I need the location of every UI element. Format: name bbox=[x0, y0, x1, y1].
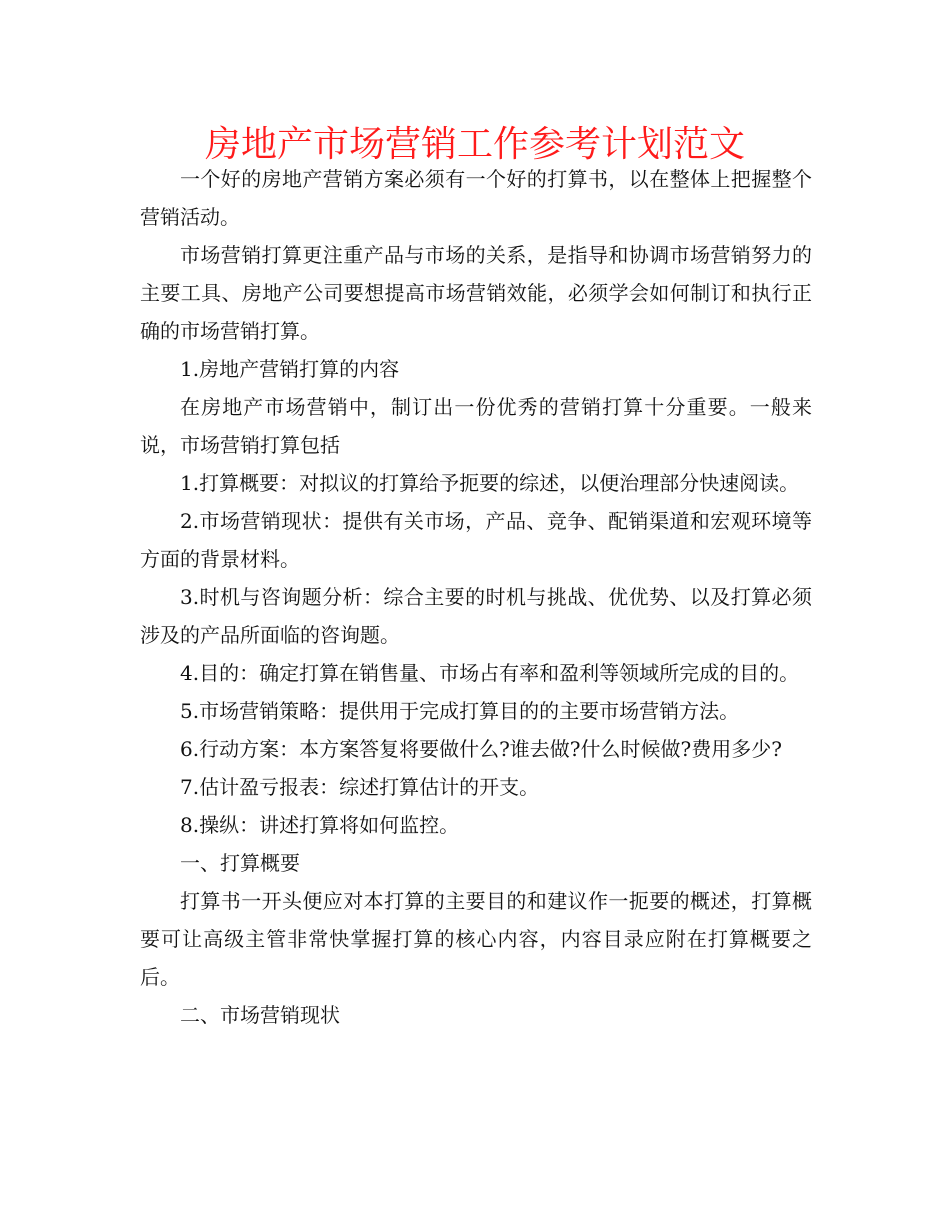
list-item-4: 4.目的：确定打算在销售量、市场占有率和盈利等领域所完成的目的。 bbox=[180, 661, 800, 685]
paragraph-1: 一个好的房地产营销方案必须有一个好的打算书，以在整体上把握整个营销活动。 bbox=[140, 167, 812, 229]
list-item-2: 2.市场营销现状：提供有关市场，产品、竞争、配销渠道和宏观环境等方面的背景材料。 bbox=[140, 509, 812, 571]
paragraph-2: 市场营销打算更注重产品与市场的关系，是指导和协调市场营销努力的主要工具、房地产公司要想提高市场营销效能，必须学会如何制订和执行正确的市场营销打算。 bbox=[140, 243, 812, 343]
list-item-8: 8.操纵：讲述打算将如何监控。 bbox=[180, 813, 460, 837]
document-body bbox=[140, 160, 812, 1034]
list-item-7: 7.估计盈亏报表：综述打算估计的开支。 bbox=[180, 775, 540, 799]
list-item-5: 5.市场营销策略：提供用于完成打算目的的主要市场营销方法。 bbox=[180, 699, 740, 723]
section-heading-1: 1.房地产营销打算的内容 bbox=[180, 357, 400, 381]
list-item-1: 1.打算概要：对拟议的打算给予扼要的综述，以便治理部分快速阅读。 bbox=[180, 471, 800, 495]
paragraph-3: 在房地产市场营销中，制订出一份优秀的营销打算十分重要。一般来说，市场营销打算包括 bbox=[140, 395, 812, 457]
paragraph-4: 打算书一开头便应对本打算的主要目的和建议作一扼要的概述，打算概要可让高级主管非常快掌握打算的核心内容，内容目录应附在打算概要之后。 bbox=[140, 889, 812, 989]
list-item-3: 3.时机与咨询题分析：综合主要的时机与挑战、优优势、以及打算必须涉及的产品所面临的咨询题。 bbox=[140, 585, 812, 647]
section-heading-3: 二、市场营销现状 bbox=[180, 1003, 340, 1027]
list-item-6: 6.行动方案：本方案答复将要做什么?谁去做?什么时候做?费用多少? bbox=[180, 737, 782, 761]
document-title: 房地产市场营销工作参考计划范文 bbox=[204, 124, 745, 165]
section-heading-2: 一、打算概要 bbox=[180, 851, 300, 875]
